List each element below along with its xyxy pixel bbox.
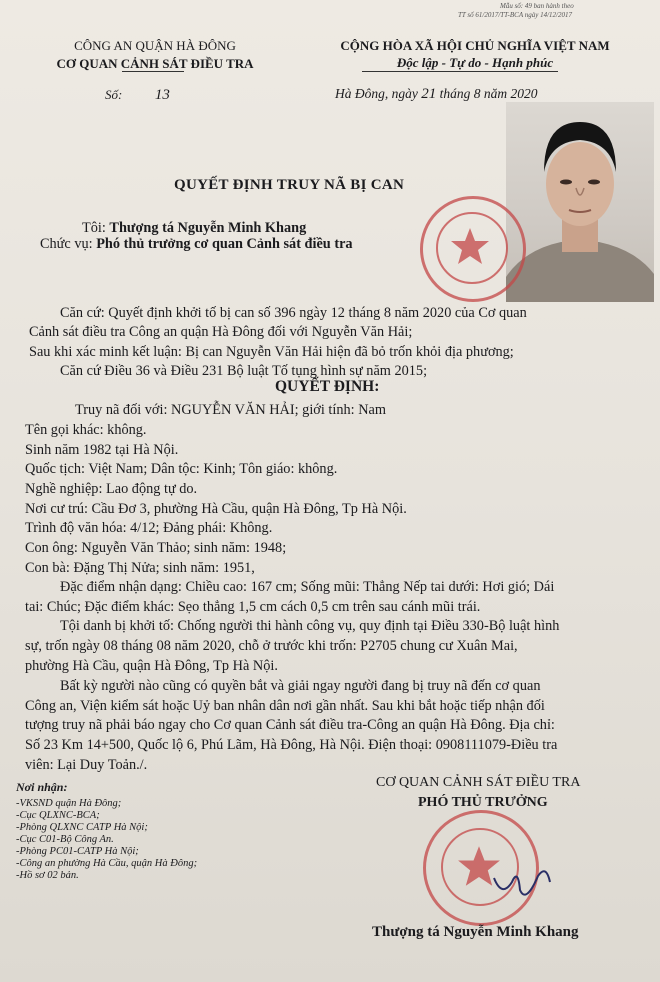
alias: Tên gọi khác: không. [25, 422, 147, 438]
star-icon [450, 226, 490, 266]
recipient-item: -VKSND quận Hà Đông; [16, 798, 122, 809]
issuer-position: Phó thủ trưởng cơ quan Cảnh sát điều tra [96, 236, 353, 252]
motto-underline [362, 71, 558, 72]
recipient-item: -Cục QLXNC-BCA; [16, 810, 100, 821]
agency-name: CÔNG AN QUẬN HÀ ĐÔNG [74, 38, 236, 53]
issuer-name: Thượng tá Nguyễn Minh Khang [109, 220, 307, 236]
call-line-1: Bất kỳ người nào cũng có quyền bắt và giải ngay người đang bị truy nã đến cơ quan [60, 678, 541, 694]
official-stamp-top [420, 196, 526, 302]
father: Con ông: Nguyễn Văn Thảo; sinh năm: 1948; [25, 540, 287, 556]
country-name: CỘNG HÒA XÃ HỘI CHỦ NGHĨA VIỆT NAM [340, 38, 610, 53]
number-label: Số: [105, 87, 123, 102]
recipient-item: -Cục C01-Bộ Công An. [16, 834, 114, 845]
signer-name: Thượng tá Nguyễn Minh Khang [372, 924, 579, 940]
nationality: Quốc tịch: Việt Nam; Dân tộc: Kinh; Tôn giáo: không. [25, 461, 338, 477]
motto: Độc lập - Tự do - Hạnh phúc [396, 55, 554, 70]
recipient-item: -Phòng PC01-CATP Hà Nội; [16, 846, 139, 857]
call-line-4: Số 23 Km 14+500, Quốc lộ 6, Phú Lãm, Hà Đông, Hà Nội. Điện thoại: 0908111079-Điều tra [25, 737, 558, 753]
signature-agency: CƠ QUAN CẢNH SÁT ĐIỀU TRA [376, 775, 581, 790]
place-date-prefix: Hà Đông, ngày [335, 86, 418, 101]
call-line-3: tượng truy nã phải báo ngay cho Cơ quan Cảnh sát điều tra-Công an quận Hà Đông. Địa chỉ: [25, 717, 555, 733]
call-line-2: Công an, Viện kiểm sát hoặc Uỷ ban nhân dân nơi gần nhất. Sau khi bắt hoặc tiếp nhận đối [25, 698, 545, 714]
date-month-year: tháng 8 năm 2020 [439, 86, 538, 101]
mother: Con bà: Đặng Thị Nửa; sinh năm: 1951, [25, 560, 255, 576]
call-line-5: viên: Lại Duy Toản./. [25, 757, 148, 773]
unit-underline [122, 71, 184, 72]
crime-line-1: Tội danh bị khởi tố: Chống người thi hành công vụ, quy định tại Điều 330-Bộ luật hình [60, 618, 560, 634]
issuer-name-label: Tôi: [82, 220, 106, 236]
occupation: Nghề nghiệp: Lao động tự do. [25, 481, 198, 497]
recipient-item: -Công an phường Hà Cầu, quận Hà Đông; [16, 858, 198, 869]
place-date [335, 86, 538, 103]
crime-line-3: phường Hà Cầu, quận Hà Đông, Tp Hà Nội. [25, 658, 278, 674]
form-ref-line2: TT số 61/2017/TT-BCA ngày 14/12/2017 [458, 11, 572, 19]
suspect-photo [506, 102, 654, 302]
decision-heading: QUYẾT ĐỊNH: [275, 378, 380, 395]
signature-title: PHÓ THỦ TRƯỞNG [418, 795, 548, 810]
wanted-person: Truy nã đối với: NGUYỄN VĂN HẢI; giới tính: Nam [75, 402, 386, 418]
number-value: 13 [154, 87, 170, 103]
ground-1-line-1: Căn cứ: Quyết định khởi tố bị can số 396 ngày 12 tháng 8 năm 2020 của Cơ quan [60, 305, 527, 321]
ground-1-line-2: Cảnh sát điều tra Công an quận Hà Đông đối với Nguyễn Văn Hải; [29, 324, 413, 340]
features-line-1: Đặc điểm nhận dạng: Chiều cao: 167 cm; Sống mũi: Thẳng Nếp tai dưới: Hơi gió; Dái [60, 579, 555, 595]
recipient-item: -Hồ sơ 02 bản. [16, 870, 79, 881]
crime-line-2: sự, trốn ngày 08 tháng 08 năm 2020, chỗ ở trước khi trốn: P2705 chung cư Xuân Mai, [25, 638, 518, 654]
document-number [105, 87, 170, 104]
date-day: 21 [421, 86, 437, 102]
recipients-heading: Nơi nhận: [16, 780, 68, 794]
issuer-position-line [40, 235, 353, 255]
issuer-position-label: Chức vụ: [40, 236, 93, 252]
education: Trình độ văn hóa: 4/12; Đảng phái: Không. [25, 520, 273, 536]
ground-3: Căn cứ Điều 36 và Điều 231 Bộ luật Tố tụng hình sự năm 2015; [60, 363, 428, 379]
unit-name: CƠ QUAN CẢNH SÁT ĐIỀU TRA [56, 56, 254, 71]
recipient-item: -Phòng QLXNC CATP Hà Nội; [16, 822, 148, 833]
form-ref-line1: Mẫu số: 49 ban hành theo [500, 2, 574, 10]
document-title: QUYẾT ĐỊNH TRUY NÃ BỊ CAN [174, 177, 405, 193]
handwritten-signature [488, 858, 558, 908]
residence: Nơi cư trú: Cầu Đơ 3, phường Hà Cầu, quận Hà Đông, Tp Hà Nội. [25, 501, 407, 517]
birth: Sinh năm 1982 tại Hà Nội. [25, 442, 179, 458]
ground-2: Sau khi xác minh kết luận: Bị can Nguyễn Văn Hải hiện đã bỏ trốn khỏi địa phương; [29, 344, 514, 360]
features-line-2: tai: Chúc; Đặc điểm khác: Sẹo thẳng 1,5 cm cách 0,5 cm trên sau cánh mũi trái. [25, 599, 481, 615]
